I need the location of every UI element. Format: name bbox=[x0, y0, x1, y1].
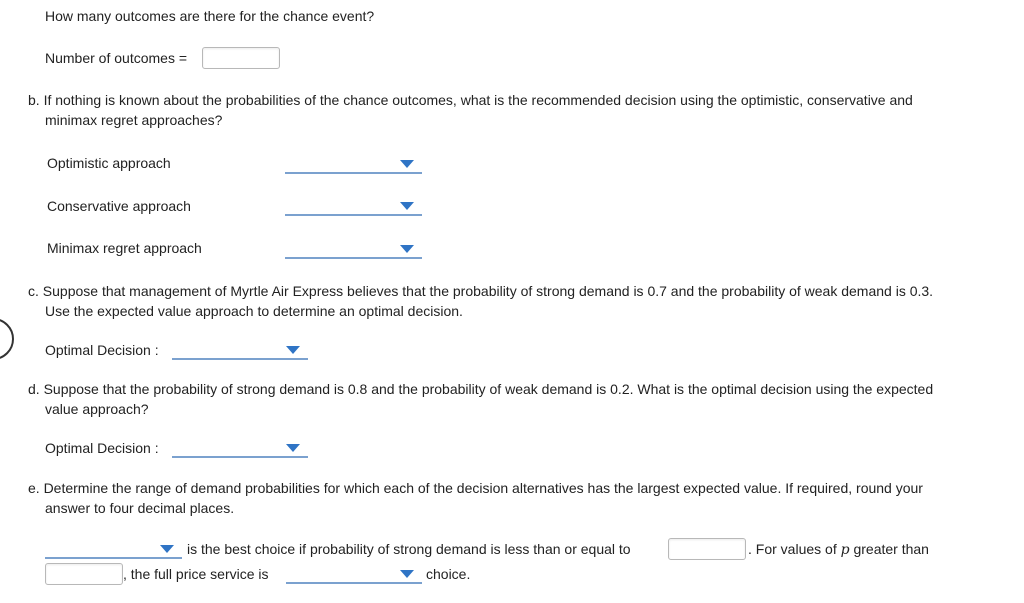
chevron-down-icon bbox=[400, 160, 414, 168]
outcomes-label: Number of outcomes = bbox=[45, 50, 188, 66]
conservative-dropdown[interactable] bbox=[285, 202, 422, 216]
full-price-dropdown[interactable] bbox=[286, 570, 422, 584]
outcomes-input[interactable] bbox=[202, 47, 280, 69]
chevron-down-icon bbox=[400, 570, 414, 578]
greater-than-text: greater than bbox=[853, 541, 929, 557]
chevron-down-icon bbox=[286, 346, 300, 354]
part-c-decision-label: Optimal Decision : bbox=[45, 342, 159, 358]
conservative-label: Conservative approach bbox=[47, 198, 191, 214]
part-b-line2: minimax regret approaches? bbox=[45, 112, 223, 128]
cursor-ring-icon bbox=[0, 318, 14, 360]
minimax-label: Minimax regret approach bbox=[47, 240, 202, 256]
part-e-question bbox=[28, 478, 923, 518]
part-d-decision-dropdown[interactable] bbox=[172, 444, 308, 458]
part-d-line2: value approach? bbox=[45, 401, 149, 417]
for-values-of-text: . For values of bbox=[748, 541, 837, 557]
part-d-line1: d. Suppose that the probability of strong demand is 0.8 and the probability of weak demand is 0.2. What is the optimal decision using the expected bbox=[28, 381, 934, 397]
greater-than-input[interactable] bbox=[45, 563, 123, 585]
part-e-line2: answer to four decimal places. bbox=[45, 500, 235, 516]
part-c-line1: c. Suppose that management of Myrtle Air Express believes that the probability of strong demand is 0.7 and the probability of weak demand is 0.3. bbox=[28, 283, 934, 299]
part-b-line1: b. If nothing is known about the probabilities of the chance outcomes, what is the recommended decision using the optimistic, conservative and bbox=[28, 92, 913, 108]
best-choice-text: is the best choice if probability of strong demand is less than or equal to bbox=[187, 541, 631, 557]
minimax-dropdown[interactable] bbox=[285, 245, 422, 259]
part-c-question bbox=[28, 281, 933, 321]
part-d-decision-label: Optimal Decision : bbox=[45, 440, 159, 456]
part-d-question bbox=[28, 379, 933, 419]
chevron-down-icon bbox=[160, 545, 174, 553]
part-c-decision-dropdown[interactable] bbox=[172, 346, 308, 360]
for-values-text bbox=[748, 541, 929, 558]
threshold-input[interactable] bbox=[668, 538, 746, 560]
chevron-down-icon bbox=[400, 245, 414, 253]
variable-p: p bbox=[840, 542, 850, 558]
part-e-alternative-dropdown[interactable] bbox=[45, 545, 182, 559]
part-c-line2: Use the expected value approach to determine an optimal decision. bbox=[45, 303, 463, 319]
choice-text: choice. bbox=[426, 566, 471, 582]
question-chance-outcomes: How many outcomes are there for the chance event? bbox=[45, 8, 375, 24]
optimistic-dropdown[interactable] bbox=[285, 160, 422, 174]
chevron-down-icon bbox=[400, 202, 414, 210]
part-b-question bbox=[28, 90, 913, 130]
full-price-text: , the full price service is bbox=[123, 566, 269, 582]
part-e-line1: e. Determine the range of demand probabilities for which each of the decision alternatives has the largest expected value. If required, round your bbox=[28, 480, 923, 496]
optimistic-label: Optimistic approach bbox=[47, 155, 171, 171]
chevron-down-icon bbox=[286, 444, 300, 452]
